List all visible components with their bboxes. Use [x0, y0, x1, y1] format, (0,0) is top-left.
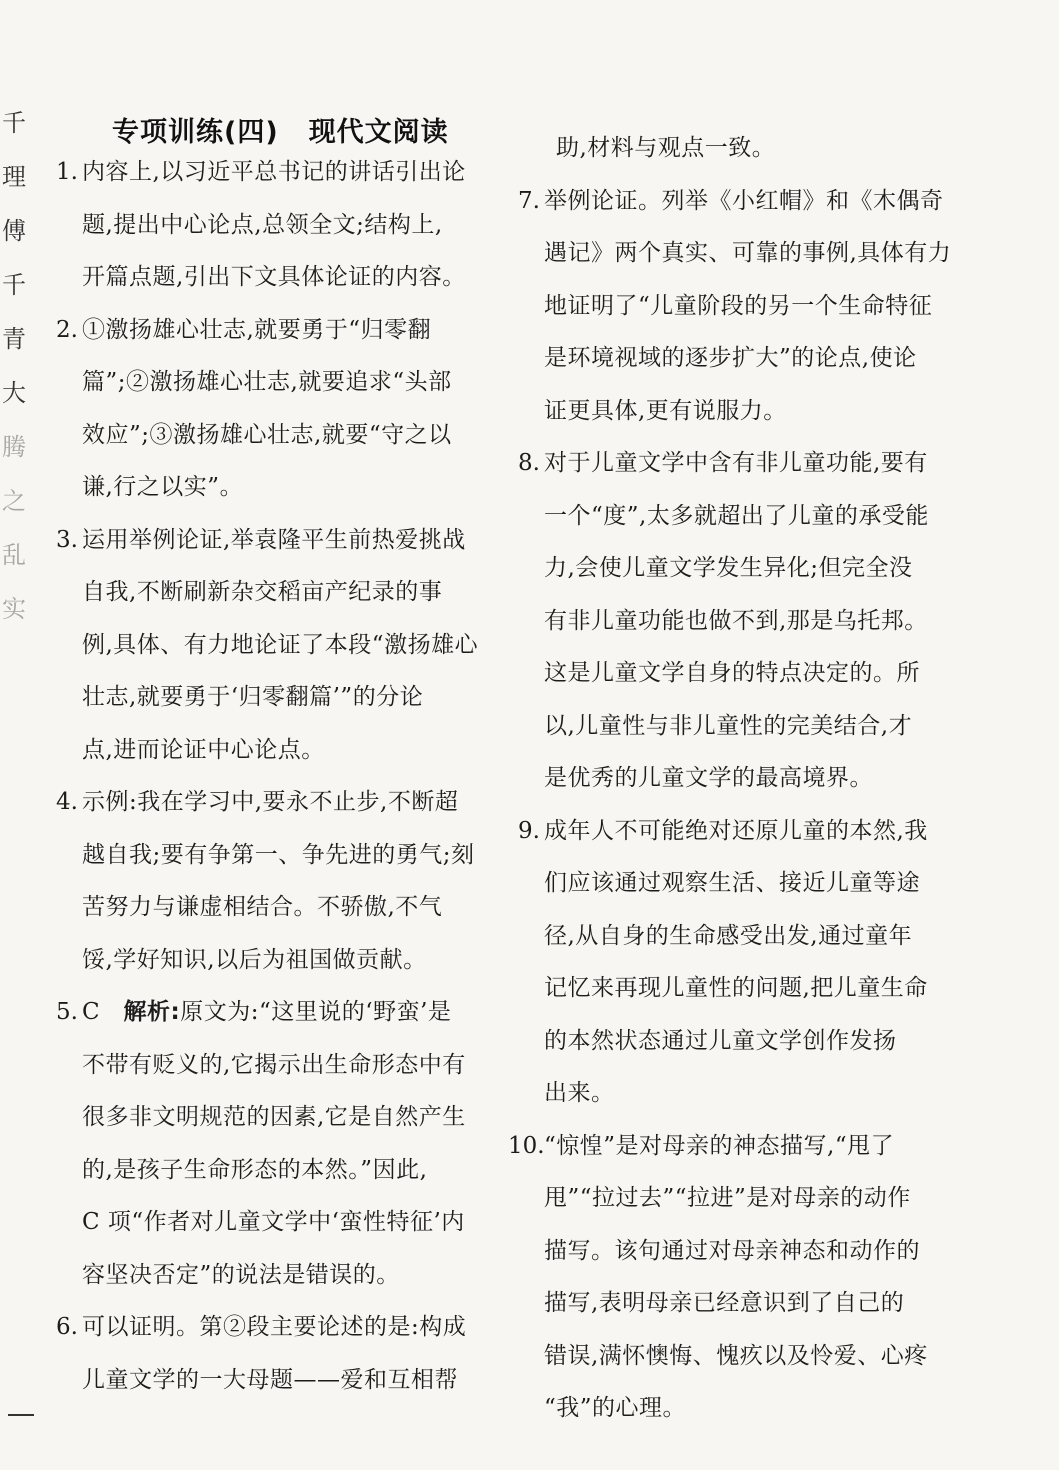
edge-char: 青 [2, 325, 26, 353]
answer-line: 成年人不可能绝对还原儿童的本然,我 [544, 817, 928, 844]
answer-line: 篇”;②激扬雄心壮志,就要追求“头部 [82, 369, 452, 395]
item-number: 9. [518, 817, 540, 844]
edge-char: 腾 [2, 433, 26, 461]
answer-item-8 [508, 437, 978, 805]
answer-line: 助,材料与观点一致。 [556, 135, 776, 161]
answer-line: 证更具体,更有说服力。 [544, 397, 787, 424]
analysis-label: 解析: [123, 999, 181, 1025]
answer-line: 运用举例论证,举袁隆平生前热爱挑战 [82, 526, 466, 553]
answer-line: “我”的心理。 [544, 1395, 687, 1421]
edge-char: 傅 [2, 217, 26, 245]
answer-line: 越自我;要有争第一、争先进的勇气;刻 [82, 841, 475, 868]
answer-line: 遇记》两个真实、可靠的事例,具体有力 [544, 240, 952, 266]
item-number: 8. [518, 450, 540, 476]
answer-choice: C [82, 999, 101, 1025]
item-number: 3. [56, 526, 78, 553]
section-title-sub: 现代文阅读 [308, 117, 449, 148]
item-number: 5. [56, 999, 78, 1025]
item-number: 1. [56, 159, 78, 185]
item-number: 4. [56, 789, 78, 815]
answer-line: 以,儿童性与非儿童性的完美结合,才 [544, 712, 913, 739]
answer-line [82, 986, 498, 1039]
previous-page-edge-text [2, 96, 28, 636]
answer-line: 们应该通过观察生活、接近儿童等途 [544, 870, 920, 896]
answer-item-4 [46, 776, 498, 986]
edge-char: 乱 [2, 541, 26, 569]
answer-item-6-continued [508, 122, 978, 175]
answer-line: 的,是孩子生命形态的本然。”因此, [82, 1156, 428, 1183]
answer-line: 的本然状态通过儿童文学创作发扬 [544, 1027, 897, 1054]
answer-line: 甩”“拉过去”“拉进”是对母亲的动作 [544, 1185, 911, 1211]
answer-line: 可以证明。第②段主要论述的是:构成 [82, 1314, 467, 1340]
edge-char: 大 [2, 379, 26, 407]
answer-line: 馁,学好知识,以后为祖国做贡献。 [82, 946, 427, 973]
answer-line: 不带有贬义的,它揭示出生命形态中有 [82, 1051, 466, 1078]
answer-line: 题,提出中心论点,总领全文;结构上, [82, 211, 443, 238]
answer-line: 对于儿童文学中含有非儿童功能,要有 [544, 450, 928, 476]
edge-char: 理 [2, 163, 26, 191]
answer-line: 壮志,就要勇于‘归零翻篇’”的分论 [82, 684, 424, 710]
edge-char: 千 [2, 271, 26, 299]
answer-line: 力,会使儿童文学发生异化;但完全没 [544, 555, 913, 581]
answer-line: 出来。 [544, 1080, 615, 1106]
right-column [508, 122, 978, 1435]
answer-item-1 [46, 146, 498, 304]
answer-line: 开篇点题,引出下文具体论证的内容。 [82, 264, 466, 290]
item-number: 10. [508, 1132, 545, 1159]
answer-line: 径,从自身的生命感受出发,通过童年 [544, 922, 913, 949]
answer-item-6 [46, 1301, 498, 1406]
answer-line: 举例论证。列举《小红帽》和《木偶奇 [544, 187, 944, 214]
answer-line: 记忆来再现儿童性的问题,把儿童生命 [544, 975, 928, 1001]
answer-item-10 [508, 1120, 978, 1435]
answer-item-5 [46, 986, 498, 1301]
answer-line: 谦,行之以实”。 [82, 474, 244, 500]
edge-char: 之 [2, 487, 26, 515]
analysis-text: 原文为:“这里说的‘野蛮’是 [180, 999, 452, 1025]
answer-line: 错误,满怀懊悔、愧疚以及怜爱、心疼 [544, 1342, 928, 1369]
answer-line: 描写。该句通过对母亲神态和动作的 [544, 1237, 920, 1264]
answer-line: 点,进而论证中心论点。 [82, 736, 325, 763]
answer-item-2 [46, 304, 498, 514]
answer-line: 例,具体、有力地论证了本段“激扬雄心 [82, 631, 479, 658]
answer-line: 内容上,以习近平总书记的讲话引出论 [82, 159, 466, 185]
answer-line: 示例:我在学习中,要永不止步,不断超 [82, 789, 459, 815]
answer-line: 苦努力与谦虚相结合。不骄傲,不气 [82, 894, 443, 920]
answer-item-7 [508, 175, 978, 438]
left-column [46, 146, 498, 1406]
answer-line: 儿童文学的一大母题——爱和互相帮 [82, 1366, 458, 1393]
answer-line: 这是儿童文学自身的特点决定的。所 [544, 660, 920, 686]
answer-item-9 [508, 805, 978, 1120]
answer-line: 自我,不断刷新杂交稻亩产纪录的事 [82, 579, 443, 605]
item-number: 6. [56, 1314, 78, 1340]
answer-line: 一个“度”,太多就超出了儿童的承受能 [544, 502, 929, 529]
answer-line: 是优秀的儿童文学的最高境界。 [544, 765, 873, 791]
answer-line: “惊惶”是对母亲的神态描写,“甩了 [544, 1132, 895, 1159]
edge-char: 千 [2, 109, 26, 137]
answer-line: 很多非文明规范的因素,它是自然产生 [82, 1104, 466, 1130]
section-title-main: 专项训练(四) [112, 117, 279, 148]
answer-line: 容坚决否定”的说法是错误的。 [82, 1261, 400, 1288]
edge-char: 实 [2, 595, 26, 623]
page-edge-dash [8, 1414, 34, 1416]
answer-line: ①激扬雄心壮志,就要勇于“归零翻 [82, 316, 432, 343]
item-number: 2. [56, 316, 78, 343]
answer-line: 描写,表明母亲已经意识到了自己的 [544, 1290, 905, 1316]
item-number: 7. [518, 187, 540, 214]
answer-line: C 项“作者对儿童文学中‘蛮性特征’内 [82, 1209, 465, 1235]
answer-line: 有非儿童功能也做不到,那是乌托邦。 [544, 607, 928, 634]
answer-line: 效应”;③激扬雄心壮志,就要“守之以 [82, 421, 452, 448]
answer-line: 是环境视域的逐步扩大”的论点,使论 [544, 345, 917, 371]
answer-line: 地证明了“儿童阶段的另一个生命特征 [544, 292, 933, 319]
answer-item-3 [46, 514, 498, 777]
section-title [112, 110, 492, 149]
